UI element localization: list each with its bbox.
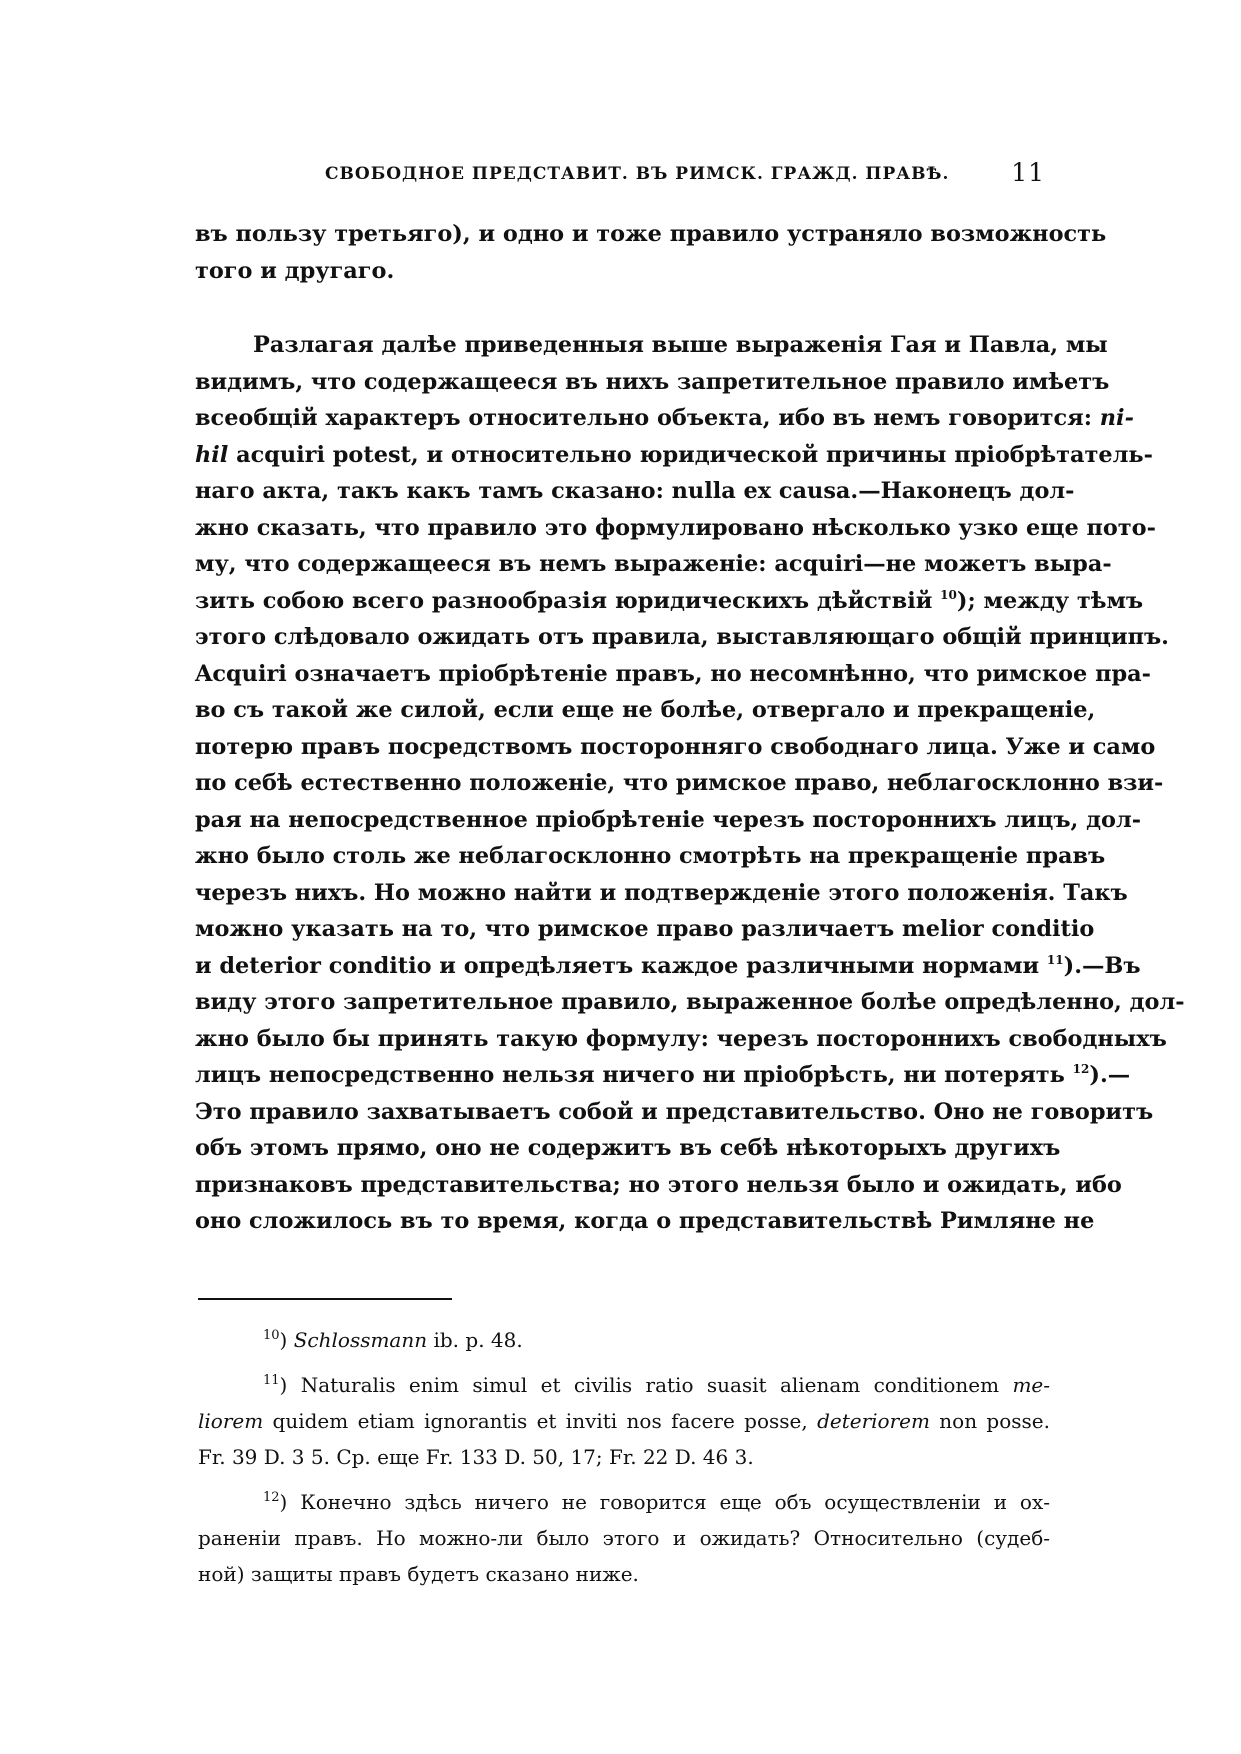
text-line: можно указать на то, что римское право различаетъ melior conditio xyxy=(195,916,1095,942)
text-span: ).— xyxy=(1089,1062,1131,1088)
text-span: Конечно здѣсь ничего не говорится еще объ осуществленіи и ох- xyxy=(300,1490,1050,1514)
text-line: жно было бы принять такую формулу: черезъ постороннихъ свободныхъ xyxy=(195,1025,1167,1052)
text-line: жно было столь же неблагосклонно смотрѣть на прекращеніе правъ xyxy=(195,843,1106,869)
footnote-ref: 11 xyxy=(1046,952,1064,967)
text-line: Разлагая далѣе приведенныя выше выраженія Гая и Павла, мы xyxy=(253,332,1108,358)
text-line: черезъ нихъ. Но можно найти и подтвержденіе этого положенія. Такъ xyxy=(195,879,1128,906)
text-span: и deterior conditio и опредѣляетъ каждое различными нормами xyxy=(195,952,1047,979)
footnote-11: $^{11}$) Naturalis enim simul et civilis ratio suasit alienam conditionem me- xyxy=(263,1373,1050,1397)
running-title: СВОБОДНОЕ ПРЕДСТАВИТ. ВЪ РИМСК. ГРАЖД. ПРАВѢ. xyxy=(325,164,950,184)
text-span: quidem etiam ignorantis et inviti nos facere posse, xyxy=(263,1409,818,1433)
text-line: оно сложилось въ то время, когда о представительствѣ Римляне не xyxy=(195,1208,1095,1234)
page-number: 11 xyxy=(1011,158,1045,187)
text-line xyxy=(195,583,1144,620)
italic-text: ni- xyxy=(1099,405,1134,431)
text-line: Acquiri означаетъ пріобрѣтеніе правъ, но несомнѣнно, что римское пра- xyxy=(195,660,1151,687)
footnote-line: раненіи правъ. Но можно-ли было этого и ожидать? Относительно (судеб- xyxy=(198,1526,1050,1550)
footnote-line: Fr. 39 D. 3 5. Ср. еще Fr. 133 D. 50, 17; Fr. 22 D. 46 3. xyxy=(198,1445,754,1469)
page-header xyxy=(325,158,1045,188)
italic-text: deteriorem xyxy=(817,1409,930,1433)
text-line xyxy=(195,400,1134,437)
text-span: acquiri potest, и относительно юридической причины пріобрѣтатель- xyxy=(228,441,1153,468)
italic-text: hil xyxy=(195,441,229,468)
paragraph-main xyxy=(195,327,1185,1240)
text-line xyxy=(195,1057,1131,1094)
text-line: рая на непосредственное пріобрѣтеніе черезъ постороннихъ лицъ, дол- xyxy=(195,806,1142,833)
text-line: въ пользу третьяго), и одно и тоже правило устраняло возможность xyxy=(195,221,1107,247)
text-line xyxy=(195,948,1141,985)
text-span: лицъ непосредственно нельзя ничего ни пріобрѣсть, ни потерять xyxy=(195,1062,1073,1088)
footnote-10: $^{10}$) Schlossmann ib. p. 48. xyxy=(263,1328,523,1352)
text-line: во съ такой же силой, если еще не болѣе, отвергало и прекращеніе, xyxy=(195,697,1096,723)
paragraph-continued xyxy=(195,216,1107,289)
text-line: виду этого запретительное правило, выраженное болѣе опредѣленно, дол- xyxy=(195,989,1185,1015)
footnotes xyxy=(198,1322,1050,1592)
footnote-mark: 10 xyxy=(263,1328,280,1343)
text-line: того и другаго. xyxy=(195,257,395,284)
italic-text: me- xyxy=(1012,1373,1050,1397)
footnote-ref: 10 xyxy=(940,587,957,602)
text-line: потерю правъ посредствомъ посторонняго свободнаго лица. Уже и само xyxy=(195,733,1156,760)
text-span: non posse. xyxy=(929,1409,1050,1433)
footnote-line xyxy=(198,1403,1050,1439)
text-line: наго акта, такъ какъ тамъ сказано: nulla ex causa.—Наконецъ дол- xyxy=(195,478,1075,504)
footnote-separator xyxy=(198,1298,452,1300)
text-line: Это правило захватываетъ собой и представительство. Оно не говоритъ xyxy=(195,1098,1154,1125)
text-span: зить собою всего разнообразія юридическихъ дѣйствій xyxy=(195,587,941,614)
footnote-mark: 12 xyxy=(263,1490,280,1505)
text-line: жно сказать, что правило это формулировано нѣсколько узко еще пото- xyxy=(195,514,1156,541)
text-span: всеобщій характеръ относительно объекта, ибо въ немъ говорится: xyxy=(195,405,1100,431)
text-line: му, что содержащееся въ немъ выраженіе: acquiri—не можетъ выра- xyxy=(195,551,1112,577)
footnote-mark: 11 xyxy=(263,1373,280,1388)
text-line: признаковъ представительства; но этого нельзя было и ожидать, ибо xyxy=(195,1171,1122,1198)
footnote-line: ной) защиты правъ будетъ сказано ниже. xyxy=(198,1562,639,1586)
text-line: объ этомъ прямо, оно не содержитъ въ себѣ нѣкоторыхъ другихъ xyxy=(195,1135,1061,1161)
footnote-ref: 12 xyxy=(1072,1062,1090,1076)
text-span: ib. p. 48. xyxy=(427,1328,523,1352)
text-span: ).—Въ xyxy=(1063,952,1141,979)
text-line: по себѣ естественно положеніе, что римское право, неблагосклонно взи- xyxy=(195,770,1164,796)
text-line: этого слѣдовало ожидать отъ правила, выставляющаго общій принципъ. xyxy=(195,624,1169,650)
text-line xyxy=(195,437,1153,474)
footnote-12: $^{12}$) Конечно здѣсь ничего не говорится еще объ осуществленіи и ох- xyxy=(263,1490,1050,1514)
text-span: Naturalis enim simul et civilis ratio suasit alienam conditionem xyxy=(300,1373,1013,1397)
footnote-author: Schlossmann xyxy=(293,1328,428,1352)
text-line: видимъ, что содержащееся въ нихъ запретительное правило имѣетъ xyxy=(195,368,1110,395)
text-span: ); между тѣмъ xyxy=(956,587,1144,614)
italic-text: liorem xyxy=(198,1409,264,1433)
